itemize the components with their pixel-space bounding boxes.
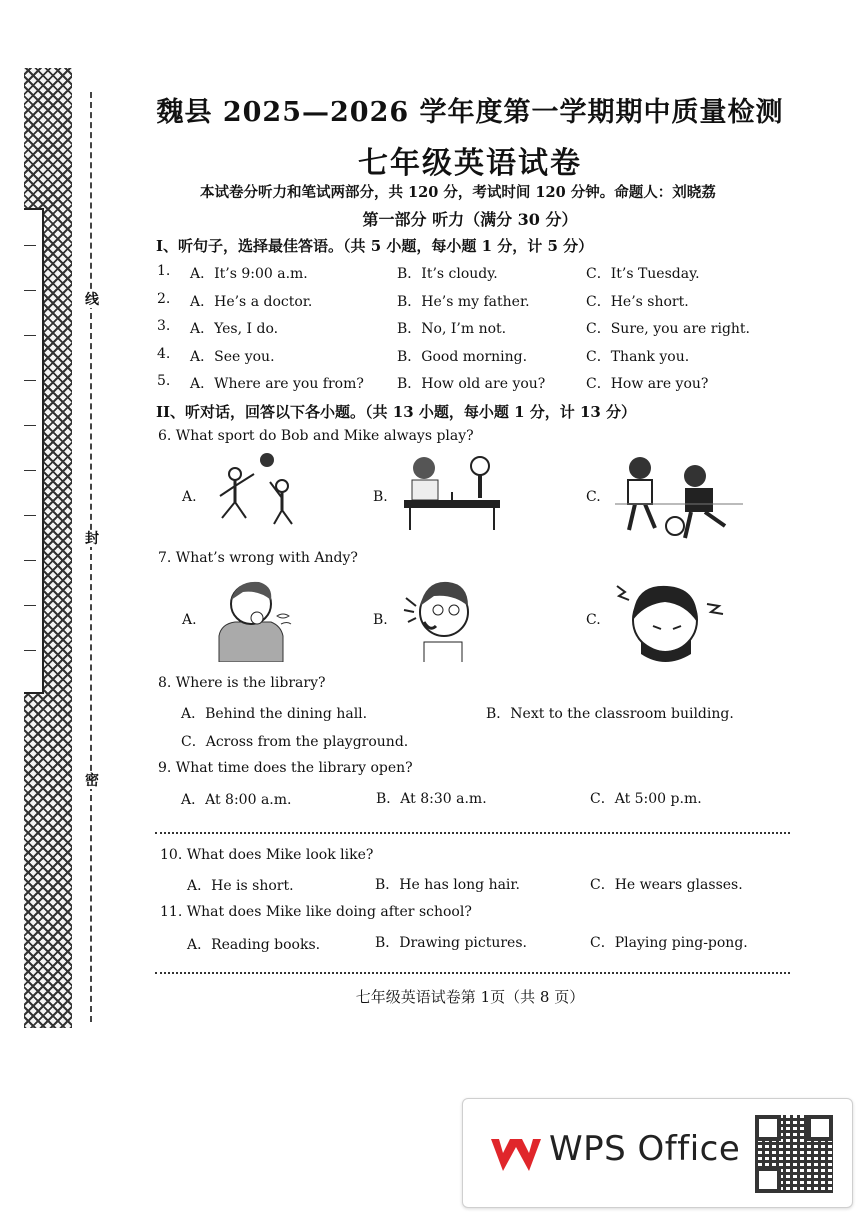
- margin-tick: [24, 245, 36, 246]
- question-8-text: 8. Where is the library?: [158, 675, 326, 691]
- option-a: A．It’s 9:00 a.m.: [190, 266, 308, 282]
- question-number: 4.: [157, 346, 171, 362]
- option-a: A．See you.: [190, 349, 275, 365]
- cough-picture: [207, 578, 299, 662]
- q9-option-a: A．At 8:00 a.m.: [181, 792, 292, 808]
- headache-picture: [615, 578, 725, 662]
- exam-subtitle: 七年级英语试卷: [358, 146, 582, 181]
- question-11-text: 11. What does Mike like doing after school?: [160, 904, 472, 920]
- question-number: 1.: [157, 263, 171, 279]
- q7-option-a-label: A.: [182, 612, 197, 628]
- margin-tick: [24, 650, 36, 651]
- q7-option-b-label: B.: [373, 612, 388, 628]
- dotted-separator: [155, 972, 790, 974]
- option-a: A．Where are you from?: [190, 376, 364, 392]
- question-number: 3.: [157, 318, 171, 334]
- q11-option-c: C．Playing ping-pong.: [590, 935, 748, 951]
- exam-title: 魏县 2025—2026 学年度第一学期期中质量检测: [156, 97, 784, 128]
- option-c: C．It’s Tuesday.: [586, 266, 700, 282]
- q11-option-a: A．Reading books.: [187, 937, 321, 953]
- question-10-text: 10. What does Mike look like?: [160, 847, 374, 863]
- wps-office-badge[interactable]: [462, 1098, 853, 1208]
- q8-option-b: B．Next to the classroom building.: [486, 706, 734, 722]
- margin-label-xian: 线: [85, 292, 99, 308]
- soccer-picture: [615, 454, 745, 542]
- option-a: A．Yes, I do.: [190, 321, 279, 337]
- dotted-separator: [155, 832, 790, 834]
- q9-option-b: B．At 8:30 a.m.: [376, 791, 487, 807]
- toothache-picture: [402, 576, 484, 662]
- margin-tick: [24, 335, 36, 336]
- option-b: B．How old are you?: [397, 376, 546, 392]
- question-9-text: 9. What time does the library open?: [158, 760, 413, 776]
- part-heading: 第一部分 听力（满分 30 分）: [362, 210, 578, 229]
- option-b: B．No, I’m not.: [397, 321, 507, 337]
- option-c: C．Thank you.: [586, 349, 690, 365]
- option-a: A．He’s a doctor.: [190, 294, 313, 310]
- seal-dashed-line: [90, 92, 92, 1022]
- margin-tick: [24, 290, 36, 291]
- q8-option-a: A．Behind the dining hall.: [181, 706, 368, 722]
- exam-intro: 本试卷分听力和笔试两部分，共 120 分，考试时间 120 分钟。命题人：刘晓荔: [200, 184, 716, 201]
- q6-option-a-label: A.: [182, 489, 197, 505]
- option-b: B．It’s cloudy.: [397, 266, 498, 282]
- option-c: C．He’s short.: [586, 294, 689, 310]
- wps-brand-text: WPS Office: [549, 1129, 741, 1169]
- option-c: C．Sure, you are right.: [586, 321, 751, 337]
- binding-margin-notch: [24, 208, 44, 694]
- question-6-text: 6. What sport do Bob and Mike always play?: [158, 428, 474, 444]
- margin-tick: [24, 560, 36, 561]
- q7-option-c-label: C.: [586, 612, 601, 628]
- section-1-heading: I、听句子，选择最佳答语。（共 5 小题，每小题 1 分，计 5 分）: [156, 237, 594, 255]
- margin-label-feng: 封: [85, 531, 99, 547]
- wps-logo-icon: [489, 1135, 543, 1175]
- q10-option-c: C．He wears glasses.: [590, 877, 743, 893]
- q11-option-b: B．Drawing pictures.: [375, 935, 527, 951]
- margin-tick: [24, 380, 36, 381]
- q9-option-c: C．At 5:00 p.m.: [590, 791, 702, 807]
- q10-option-a: A．He is short.: [187, 878, 294, 894]
- option-b: B．Good morning.: [397, 349, 528, 365]
- question-number: 5.: [157, 373, 171, 389]
- basketball-picture: [210, 452, 305, 528]
- qr-code-icon: [755, 1115, 833, 1193]
- q10-option-b: B．He has long hair.: [375, 877, 521, 893]
- question-7-text: 7. What’s wrong with Andy?: [158, 550, 358, 566]
- q8-option-c: C．Across from the playground.: [181, 734, 409, 750]
- q6-option-b-label: B.: [373, 489, 388, 505]
- option-b: B．He’s my father.: [397, 294, 530, 310]
- section-2-heading: II、听对话，回答以下各小题。（共 13 小题，每小题 1 分，计 13 分）: [156, 403, 637, 421]
- ping-pong-picture: [402, 454, 502, 534]
- margin-tick: [24, 425, 36, 426]
- question-number: 2.: [157, 291, 171, 307]
- page-footer: 七年级英语试卷第 1页（共 8 页）: [355, 988, 585, 1006]
- margin-label-mi: 密: [85, 773, 99, 789]
- margin-tick: [24, 605, 36, 606]
- option-c: C．How are you?: [586, 376, 709, 392]
- margin-tick: [24, 515, 36, 516]
- margin-tick: [24, 470, 36, 471]
- q6-option-c-label: C.: [586, 489, 601, 505]
